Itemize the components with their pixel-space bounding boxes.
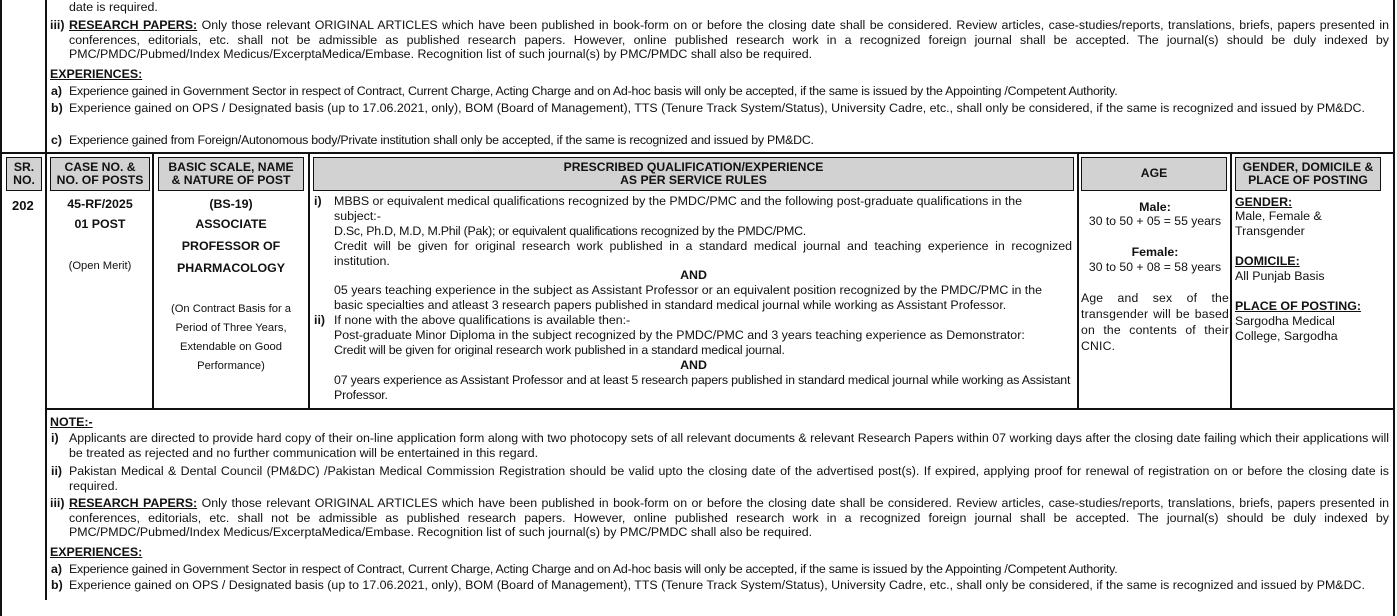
post-name-line: PHARMACOLOGY	[176, 261, 286, 275]
experience-text: Experience gained from Foreign/Autonomous body/Private institution shall only be accepted, if the same is recognized and issued by PM&DC.	[69, 133, 814, 147]
row-top-border	[0, 152, 1395, 154]
domicile-value: All Punjab Basis	[1235, 269, 1325, 283]
note-text: Applicants are directed to provide hard copy of their on-line application form along with two photocopy sets of all relevant documents & relevant Research Papers within 07 working days after the closing date failing which their applications will be treated as rejected and no further communication will be entertained in this regard.	[69, 431, 1389, 460]
experiences-title: EXPERIENCES:	[50, 545, 143, 559]
header-text: AS PER SERVICE RULES	[620, 173, 767, 187]
note-label: iii)	[50, 18, 65, 32]
experience-b	[51, 101, 1389, 116]
header-text: & NATURE OF POST	[171, 173, 291, 187]
header-text: NO. OF POSTS	[56, 173, 144, 187]
header-sr-no	[6, 157, 42, 191]
header-text: NO.	[13, 173, 35, 187]
experience-a	[51, 562, 1389, 577]
and-separator: AND	[680, 358, 707, 372]
item-label: b)	[51, 101, 63, 115]
post-name-line: PROFESSOR OF	[181, 239, 281, 253]
qualification-line: 05 years teaching experience in the subject as Assistant Professor or an equivalent position recognized by the PMDC/PMC in the basic specialties and atleast 3 research papers published in standard medical journal while working as Assistant Professor.	[334, 283, 1043, 312]
post-nature-line: Extendable on Good	[179, 341, 282, 353]
number-of-posts: 01 POST	[74, 217, 126, 231]
note-text: Only those relevant ORIGINAL ARTICLES which have been published in book-form on or before the closing date shall be considered. Review articles, case-studies/reports, translations, briefs, papers presented in conferences, editorials, etc. shall not be admissible as published research papers. However, online published research work in a recognized foreign journal shall be accepted. The journal(s) should be duly indexed by PMC/PMDC/Pubmed/Index Medicus/ExcerptaMedica/Embase. Recognition list of such journal(s) by PMC/PMDC shall also be required.	[69, 496, 1389, 540]
qualification-ii-label: ii)	[314, 313, 326, 327]
female-age-label: Female:	[1131, 245, 1179, 259]
note-label: iii)	[50, 496, 65, 510]
experience-b	[51, 578, 1389, 593]
gender-value: Male, Female & Transgender	[1235, 209, 1322, 238]
qualification-line: Post-graduate Minor Diploma in the subject recognized by the PMDC/PMC and 3 years teaching experience as Demonstrator:	[334, 328, 1025, 342]
header-text: PLACE OF POSTING	[1248, 173, 1368, 187]
post-nature-line: Performance)	[197, 360, 265, 372]
header-text: AGE	[1140, 166, 1168, 181]
qualification-line: D.Sc, Ph.D, M.D, M.Phil (Pak); or equivalent qualifications recognized by the PMDC/PMC.	[334, 224, 806, 238]
merit-type: (Open Merit)	[68, 260, 132, 272]
qualification-line: subject:-	[334, 209, 381, 223]
experience-text: Experience gained on OPS / Designated basis (up to 17.06.2021, only), BOM (Board of Management), TTS (Tenure Track System/Status), University Cadre, etc., shall only be considered, if the same is recognized and issued by PM&DC.	[69, 578, 1365, 592]
prev-line: date is required.	[69, 0, 158, 14]
note-label: i)	[51, 431, 59, 445]
item-label: c)	[51, 133, 63, 147]
post-nature-line: (On Contract Basis for a	[171, 303, 291, 315]
domicile-title: DOMICILE:	[1235, 254, 1300, 268]
experience-text: Experience gained in Government Sector in respect of Contract, Current Charge, Acting Charge and on Ad-hoc basis will only be accepted, if the same is issued by the Appointing /Competent Authority.	[69, 84, 1118, 98]
qualification-line: 07 years experience as Assistant Professor and at least 5 research papers published in standard medical journal while working as Assistant Professor.	[334, 373, 1071, 402]
item-label: a)	[51, 84, 63, 98]
scale-column-divider	[308, 152, 310, 409]
research-papers-title: RESEARCH PAPERS:	[69, 18, 198, 32]
note-label: ii)	[51, 464, 63, 478]
research-papers-note	[50, 18, 1389, 62]
male-age-label: Male:	[1139, 200, 1171, 214]
note-title: NOTE:-	[50, 415, 93, 429]
experience-text: Experience gained on OPS / Designated basis (up to 17.06.2021, only), BOM (Board of Management), TTS (Tenure Track System/Status), University Cadre, etc., shall only be considered, if the same is recognized and issued by PM&DC.	[69, 101, 1365, 115]
post-name-line: ASSOCIATE	[195, 217, 267, 231]
case-number: 45-RF/2025	[67, 197, 133, 211]
qualification-line: If none with the above qualifications is available then:-	[334, 313, 631, 327]
item-label: b)	[51, 578, 63, 592]
header-text: GENDER, DOMICILE &	[1242, 159, 1374, 174]
qualification-line: Credit will be given for original research work published in a standard medical journal.	[334, 343, 785, 357]
basic-scale: (BS-19)	[209, 197, 253, 211]
note-ii	[51, 464, 1389, 493]
serial-number: 202	[12, 198, 34, 213]
qualification-line: MBBS or equivalent medical qualifications recognized by the PMDC/PMC and the following post-graduate qualifications in the	[334, 194, 1023, 208]
qualification-column-divider	[1077, 152, 1079, 409]
header-basic-scale	[158, 157, 304, 191]
header-qualification	[313, 157, 1074, 191]
place-of-posting-value: Sargodha Medical College, Sargodha	[1235, 314, 1338, 343]
research-papers-title: RESEARCH PAPERS:	[69, 496, 198, 510]
note-i	[51, 431, 1389, 460]
experience-a	[51, 84, 1389, 99]
qualification-i-label: i)	[314, 194, 322, 208]
header-age	[1081, 157, 1227, 191]
left-column-divider	[45, 0, 47, 600]
header-case-no	[50, 157, 150, 191]
post-nature-line: Period of Three Years,	[175, 322, 287, 334]
male-age-value: 30 to 50 + 05 = 55 years	[1088, 214, 1222, 228]
header-gender-domicile	[1235, 157, 1381, 191]
note-iii	[50, 496, 1389, 540]
experiences-title: EXPERIENCES:	[50, 67, 143, 81]
transgender-age-note: Age and sex of the transgender will be based on the contents of their CNIC.	[1081, 291, 1229, 353]
header-text: PRESCRIBED QUALIFICATION/EXPERIENCE	[563, 159, 824, 174]
gender-title: GENDER:	[1235, 195, 1293, 209]
note-text: Pakistan Medical & Dental Council (PM&DC) /Pakistan Medical Commission Registration should be valid upto the closing date of the advertised post(s). If expired, applying proof for renewal of registration on or before the closing date is required.	[69, 464, 1389, 493]
header-text: SR.	[13, 159, 35, 174]
age-column-divider	[1230, 152, 1232, 409]
place-of-posting-title: PLACE OF POSTING:	[1235, 299, 1361, 313]
female-age-value: 30 to 50 + 08 = 58 years	[1088, 260, 1222, 274]
qualification-line: Credit will be given for original research work published in a standard medical journal and teaching experience in recognized institution.	[334, 239, 1072, 268]
experience-text: Experience gained in Government Sector in respect of Contract, Current Charge, Acting Charge and on Ad-hoc basis will only be accepted, if the same is issued by the Appointing /Competent Authority.	[69, 562, 1118, 576]
item-label: a)	[51, 562, 63, 576]
header-text: CASE NO. &	[64, 159, 136, 174]
research-papers-text: Only those relevant ORIGINAL ARTICLES which have been published in book-form on or before the closing date shall be considered. Review articles, case-studies/reports, translations, briefs, papers presented in conferences, editorials, etc. shall not be admissible as published research papers. However, online published research work in a recognized foreign journal shall be accepted. The journal(s) should be duly indexed by PMC/PMDC/Pubmed/Index Medicus/ExcerptaMedica/Embase. Recognition list of such journal(s) by PMC/PMDC shall also be required.	[69, 18, 1389, 62]
experience-c	[51, 133, 1389, 148]
row-bottom-border	[45, 408, 1395, 410]
header-text: BASIC SCALE, NAME	[168, 159, 294, 174]
and-separator: AND	[680, 268, 707, 282]
